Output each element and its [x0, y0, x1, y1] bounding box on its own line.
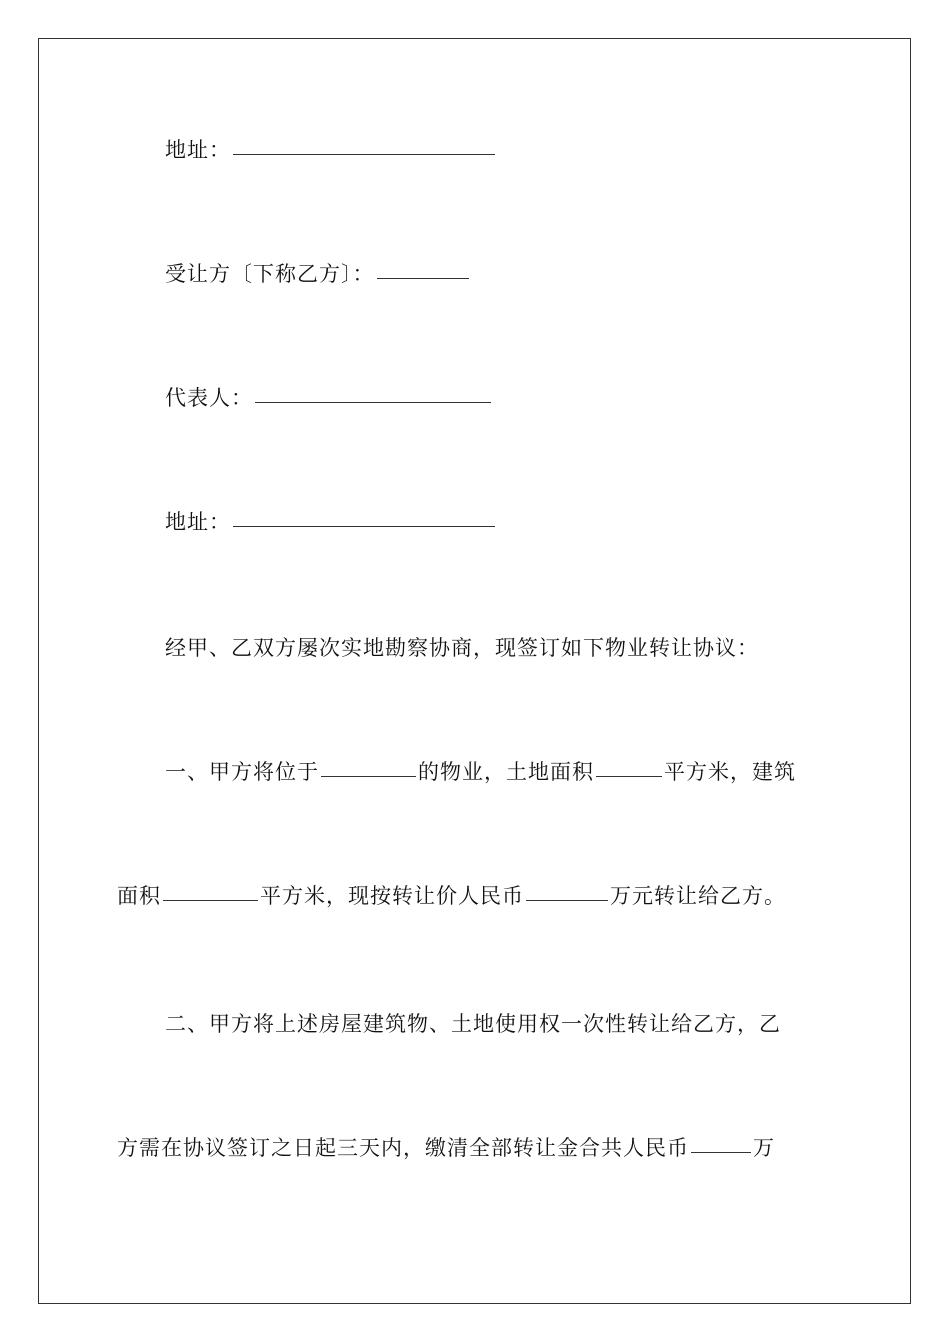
clause-1-line-1	[165, 758, 796, 786]
clause-1-line-2	[117, 882, 786, 910]
clause-2-line-2	[117, 1134, 775, 1162]
property-location-blank[interactable]	[321, 775, 416, 777]
clause-2-text-c: 万	[753, 1136, 775, 1160]
address-line-party-b	[165, 508, 497, 536]
page-frame	[38, 38, 911, 1304]
building-area-blank[interactable]	[163, 899, 258, 901]
clause-2-line-1	[165, 1010, 781, 1038]
total-amount-blank[interactable]	[691, 1151, 751, 1153]
clause-1-text-c: 平方米，建筑	[664, 760, 796, 784]
transferee-blank[interactable]	[377, 277, 469, 279]
representative-blank[interactable]	[255, 401, 491, 403]
agreement-intro	[165, 634, 759, 662]
representative-label: 代表人：	[165, 386, 253, 410]
clause-2-text-a: 二、甲方将上述房屋建筑物、土地使用权一次性转让给乙方，乙	[165, 1012, 781, 1036]
address-label: 地址：	[165, 510, 231, 534]
clause-1-text-e: 平方米，现按转让价人民币	[260, 884, 524, 908]
transfer-price-blank[interactable]	[526, 899, 608, 901]
address-blank[interactable]	[233, 153, 495, 155]
land-area-blank[interactable]	[596, 775, 662, 777]
agreement-intro-text: 经甲、乙双方屡次实地勘察协商，现签订如下物业转让协议：	[165, 636, 759, 660]
address-line-party-a	[165, 136, 497, 164]
clause-1-text-f: 万元转让给乙方。	[610, 884, 786, 908]
transferee-label: 受让方〔下称乙方〕：	[165, 262, 375, 286]
representative-line	[165, 384, 493, 412]
clause-2-text-b: 方需在协议签订之日起三天内，缴清全部转让金合共人民币	[117, 1136, 689, 1160]
clause-1-text-b: 的物业，土地面积	[418, 760, 594, 784]
clause-1-text-d: 面积	[117, 884, 161, 908]
transferee-line	[165, 260, 471, 288]
address-blank[interactable]	[233, 525, 495, 527]
address-label: 地址：	[165, 138, 231, 162]
clause-1-text-a: 一、甲方将位于	[165, 760, 319, 784]
